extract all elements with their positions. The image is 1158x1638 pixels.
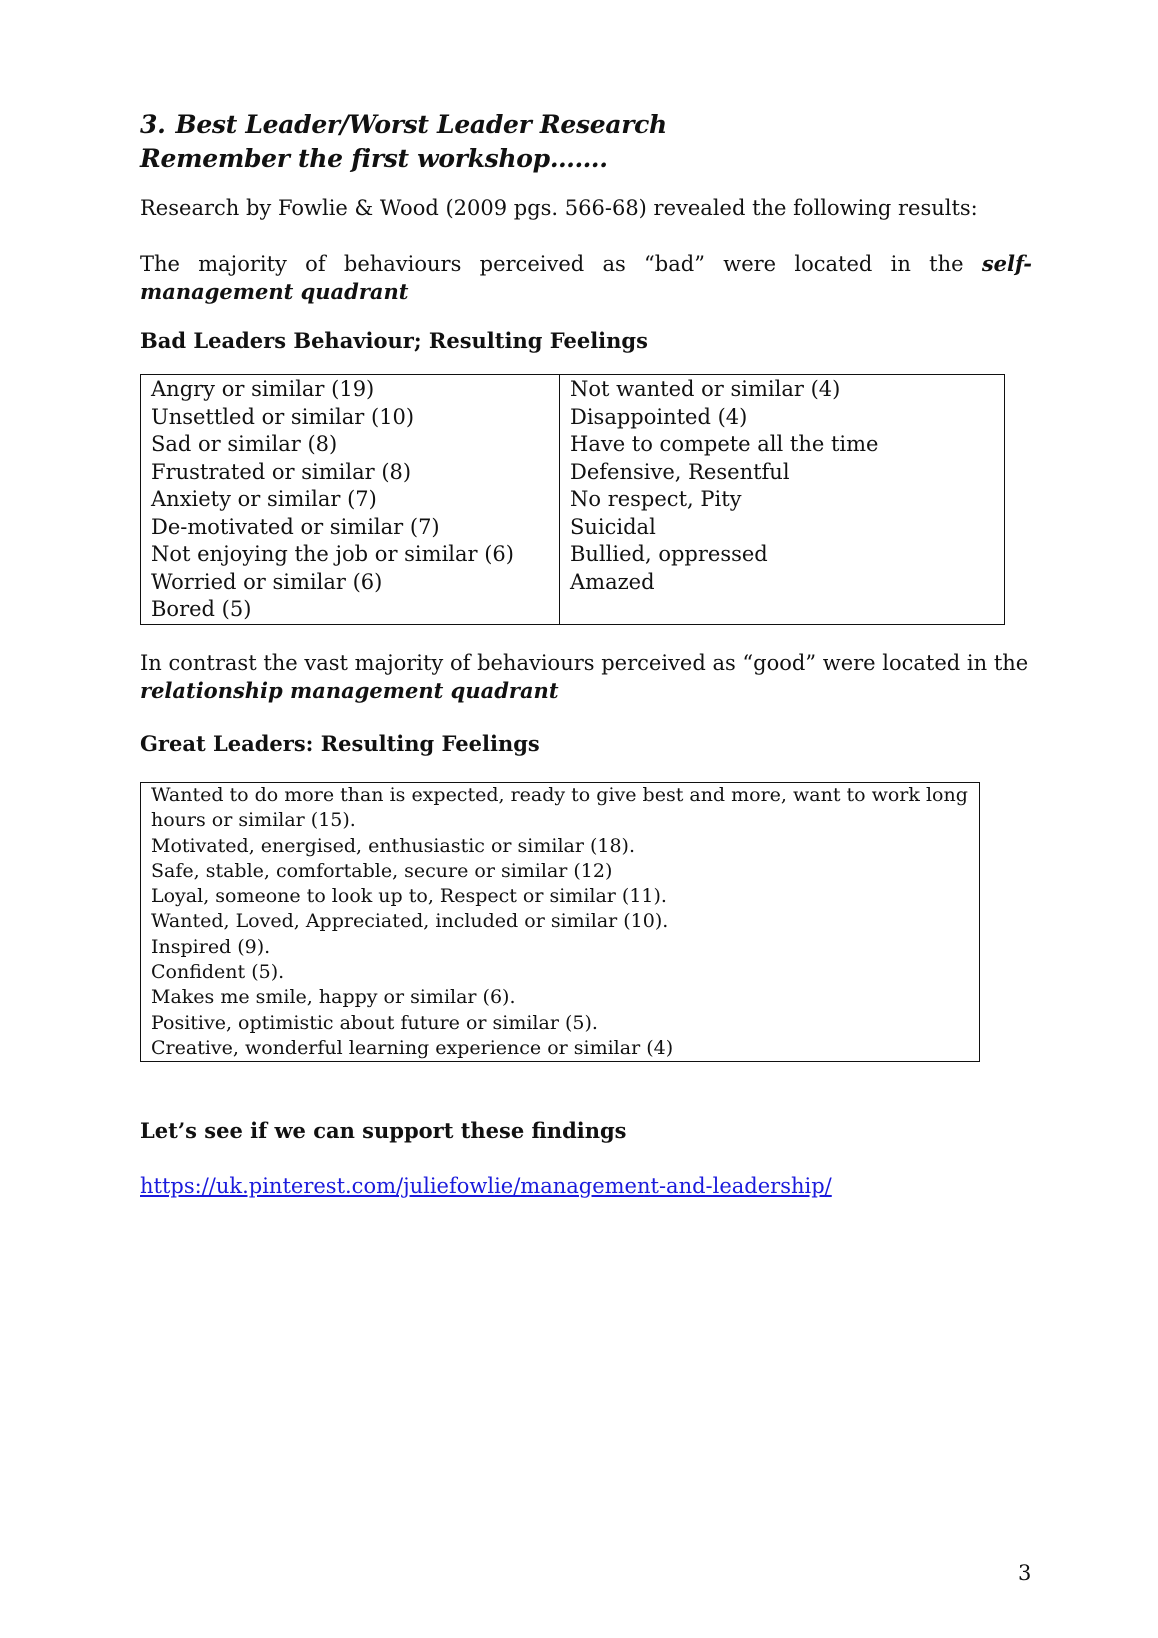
section-title-line — [140, 108, 667, 142]
list-item: Bored (5) — [151, 597, 252, 621]
support-heading: Let’s see if we can support these findings — [140, 1118, 627, 1143]
bad-leaders-heading: Bad Leaders Behaviour; Resulting Feelings — [140, 328, 648, 353]
table-row — [141, 375, 1005, 625]
good-intro-text: In contrast the vast majority of behaviours perceived as “good” were located in the — [140, 651, 1029, 675]
good-intro-paragraph — [140, 649, 1040, 705]
list-item: Wanted, Loved, Appreciated, included or similar (10). — [151, 910, 669, 933]
list-item: Makes me smile, happy or similar (6). — [151, 986, 516, 1009]
list-item: Motivated, energised, enthusiastic or similar (18). — [151, 834, 636, 857]
section-number: 3. — [140, 110, 166, 139]
list-item: Amazed — [570, 569, 655, 594]
list-item: Loyal, someone to look up to, Respect or similar (11). — [151, 885, 667, 908]
list-item: No respect, Pity — [570, 487, 742, 511]
section-subtitle: Remember the first workshop……. — [140, 144, 608, 173]
list-item: Worried or similar (6) — [151, 569, 383, 594]
list-item: Not wanted or similar (4) — [570, 377, 841, 401]
intro-paragraph: Research by Fowlie & Wood (2009 pgs. 566-68) revealed the following results: — [140, 196, 978, 220]
bad-feelings-left-column — [141, 375, 560, 625]
pinterest-link[interactable]: https://uk.pinterest.com/juliefowlie/management-and-leadership/ — [140, 1174, 832, 1198]
section-heading — [140, 108, 667, 176]
list-item: Defensive, Resentful — [570, 459, 790, 484]
list-item: Suicidal — [570, 514, 656, 539]
list-item: Angry or similar (19) — [151, 377, 375, 401]
list-item: Confident (5). — [151, 961, 285, 984]
list-item: Bullied, oppressed — [570, 542, 768, 566]
bad-feelings-table — [140, 374, 1005, 625]
list-item: Disappointed (4) — [570, 404, 748, 429]
list-item: Positive, optimistic about future or similar (5). — [151, 1011, 598, 1034]
list-item: Not enjoying the job or similar (6) — [151, 542, 514, 566]
bad-intro-text: The majority of behaviours perceived as “bad” were located in the — [140, 252, 982, 276]
list-item: Creative, wonderful learning experience or similar (4) — [151, 1036, 674, 1059]
page-number: 3 — [1018, 1561, 1032, 1585]
list-item: Frustrated or similar (8) — [151, 459, 412, 484]
list-item: Safe, stable, comfortable, secure or similar (12) — [151, 859, 613, 882]
list-item: Anxiety or similar (7) — [151, 487, 377, 511]
good-intro-emphasis: relationship management quadrant — [140, 678, 559, 703]
list-item: Sad or similar (8) — [151, 432, 338, 456]
list-item: Have to compete all the time — [570, 432, 879, 456]
list-item: Inspired (9). — [151, 935, 271, 958]
section-title: Best Leader/Worst Leader Research — [175, 110, 667, 139]
list-item: Wanted to do more than is expected, ready to give best and more, want to work long hours or similar (15). — [151, 784, 968, 832]
bad-feelings-right-column — [560, 375, 1005, 625]
great-leaders-heading: Great Leaders: Resulting Feelings — [140, 731, 540, 756]
list-item: Unsettled or similar (10) — [151, 404, 415, 429]
list-item: De-motivated or similar (7) — [151, 514, 440, 539]
great-feelings-box — [140, 782, 980, 1062]
bad-intro-emphasis: self-management quadrant — [140, 251, 1032, 304]
bad-intro-paragraph — [140, 250, 1032, 306]
